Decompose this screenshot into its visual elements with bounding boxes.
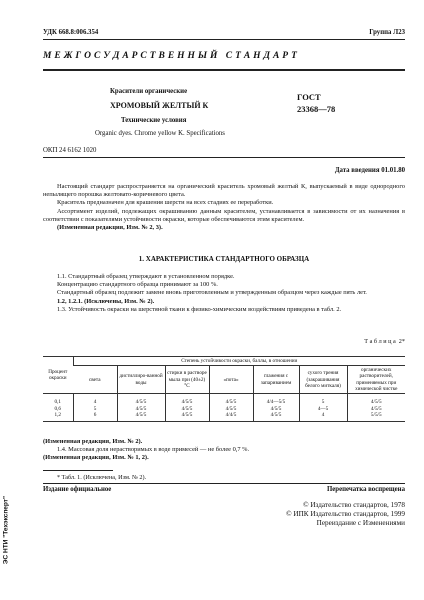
table-cell: 4/5/5 xyxy=(117,412,165,421)
official-edition: Издание официальное xyxy=(43,486,112,493)
table-cell: 4 xyxy=(299,412,347,421)
reissue-note: Переиздание с Изменениями xyxy=(316,519,405,527)
intro-revision: (Измененная редакция, Изм. № 2, 3). xyxy=(57,224,163,232)
group-code: Группа Л23 xyxy=(369,29,405,36)
table-cell: 4/5/5 xyxy=(347,406,405,413)
fastness-table xyxy=(43,356,405,422)
table-cell: 4 xyxy=(73,394,117,406)
table-cell: 1,2 xyxy=(43,412,73,421)
footer-rule xyxy=(43,483,405,484)
table-cell: 4/5/5 xyxy=(117,394,165,406)
standard-banner: М Е Ж Г О С У Д А Р С Т В Е Н Н Ы Й С Т А Н Д А Р Т xyxy=(43,51,298,61)
header-rule xyxy=(43,39,405,40)
table-cell: 4/4—5/5 xyxy=(253,394,299,406)
table-cell: 4/5/5 xyxy=(347,394,405,406)
table-cell: 5 xyxy=(73,406,117,413)
gost-number: 23368—78 xyxy=(297,104,336,114)
section1-text xyxy=(43,273,405,314)
col-percent-header: Процент окраски xyxy=(43,357,73,394)
after-table-text xyxy=(43,438,405,463)
table-row xyxy=(43,394,405,406)
table-cell: 0,1 xyxy=(54,399,61,406)
gost-label: ГОСТ xyxy=(297,92,321,102)
table-cell: 4/5/5 xyxy=(253,412,299,421)
table-cell: 6 xyxy=(73,412,117,421)
table-cell: 4/5/5 xyxy=(165,412,209,421)
table-cell: 4/5/5 xyxy=(209,394,253,406)
side-stamp xyxy=(2,470,10,590)
title-line2: ХРОМОВЫЙ ЖЕЛТЫЙ К xyxy=(110,101,209,110)
table-row xyxy=(43,412,405,421)
rev-note-1: (Измененная редакция, Изм. № 2). xyxy=(43,438,143,445)
intro-p2: Краситель предназначен для крашения шерсти на всех стадиях ее переработки. xyxy=(57,199,274,207)
copyright-block xyxy=(286,501,405,528)
table-cell: 4/5/5 xyxy=(165,394,209,406)
table-cell: 5/5/5 xyxy=(347,412,405,421)
footnote-rule xyxy=(43,470,113,471)
table-cell: 4/5/5 xyxy=(165,406,209,413)
footnote: * Табл. 1. (Исключена, Изм. № 2). xyxy=(57,474,147,481)
s1-p3: Стандартный образец подлежит замене вновь приготовленным и утвержденным образцом через каждые пять лет. xyxy=(57,289,367,297)
title-rule xyxy=(43,157,405,158)
s1-p4: 1.2, 1.2.1. (Исключены, Изм. № 2). xyxy=(57,297,155,305)
col-header: стирки в растворе мыла при (40±2) °С xyxy=(165,366,209,394)
p-1-4: 1.4. Массовая доля нерастворимых в воде примесей — не более 0,7 %. xyxy=(57,446,250,454)
col-header: света xyxy=(73,366,117,394)
udk-code: УДК 668.8:006.354 xyxy=(43,29,99,36)
banner-rule xyxy=(43,69,405,71)
col-header: органических растворителей, применяемых при химической чистке xyxy=(347,366,405,394)
reprint-notice: Перепечатка воспрещена xyxy=(327,486,405,493)
col-header: сухого трения (закрашивания белого миткаля) xyxy=(299,366,347,394)
copyright-1: © Издательство стандартов, 1978 xyxy=(303,501,405,509)
s1-p5: 1.3. Устойчивость окраски на шерстяной ткани к физико-химическим воздействиям приведена в табл. 2. xyxy=(57,305,342,313)
title-english: Organic dyes. Chrome yellow K. Specifications xyxy=(95,130,225,137)
side-stamp-text: ЭС НТИ "Техэксперт" xyxy=(2,495,10,565)
table-cell: 4/4/5 xyxy=(209,412,253,421)
group-header: Степень устойчивости окраски, баллы, в отношении xyxy=(73,357,405,366)
copyright-2: © ИПК Издательство стандартов, 1999 xyxy=(286,510,405,518)
table-cell: 4/5/5 xyxy=(117,406,165,413)
col-header: «пота» xyxy=(209,366,253,394)
table-caption: Т а б л и ц а 2* xyxy=(364,338,405,345)
table-cell: 4/5/5 xyxy=(209,406,253,413)
s1-p2: Концентрацию стандартного образца принимают за 100 %. xyxy=(57,281,218,289)
intro-p3: Ассортимент изделий, подлежащих окрашиванию данным красителем, устанавливается в зависимости от их назначения в соответствии с показателями устойчивости окраски, которые обеспечиваются этим красителем. xyxy=(43,207,405,223)
table-cell: 5 xyxy=(299,394,347,406)
col-header: глажения с запариванием xyxy=(253,366,299,394)
table-cell: 4/5/5 xyxy=(253,406,299,413)
s1-p1: 1.1. Стандартный образец утверждают в установленном порядке. xyxy=(57,273,235,280)
table-cell: 0,6 xyxy=(54,405,61,412)
title-line3: Технические условия xyxy=(121,117,187,124)
intro-text xyxy=(43,183,405,232)
rev-note-2: (Измененная редакция, Изм. № 1, 2). xyxy=(43,454,149,462)
table-cell: 4—5 xyxy=(299,406,347,413)
okp-code: ОКП 24 6162 1020 xyxy=(43,147,97,154)
intro-p1: Настоящий стандарт распространяется на органический краситель хромовый желтый К, выпускаемый в виде однородного непылящего порошка желтовато-коричневого цвета. xyxy=(43,183,405,199)
title-line1: Красители органические xyxy=(110,88,188,95)
col-header: дистиллиро-ванной воды xyxy=(117,366,165,394)
section1-heading: 1. ХАРАКТЕРИСТИКА СТАНДАРТНОГО ОБРАЗЦА xyxy=(138,255,310,263)
date-intro: Дата введения 01.01.80 xyxy=(334,167,405,174)
